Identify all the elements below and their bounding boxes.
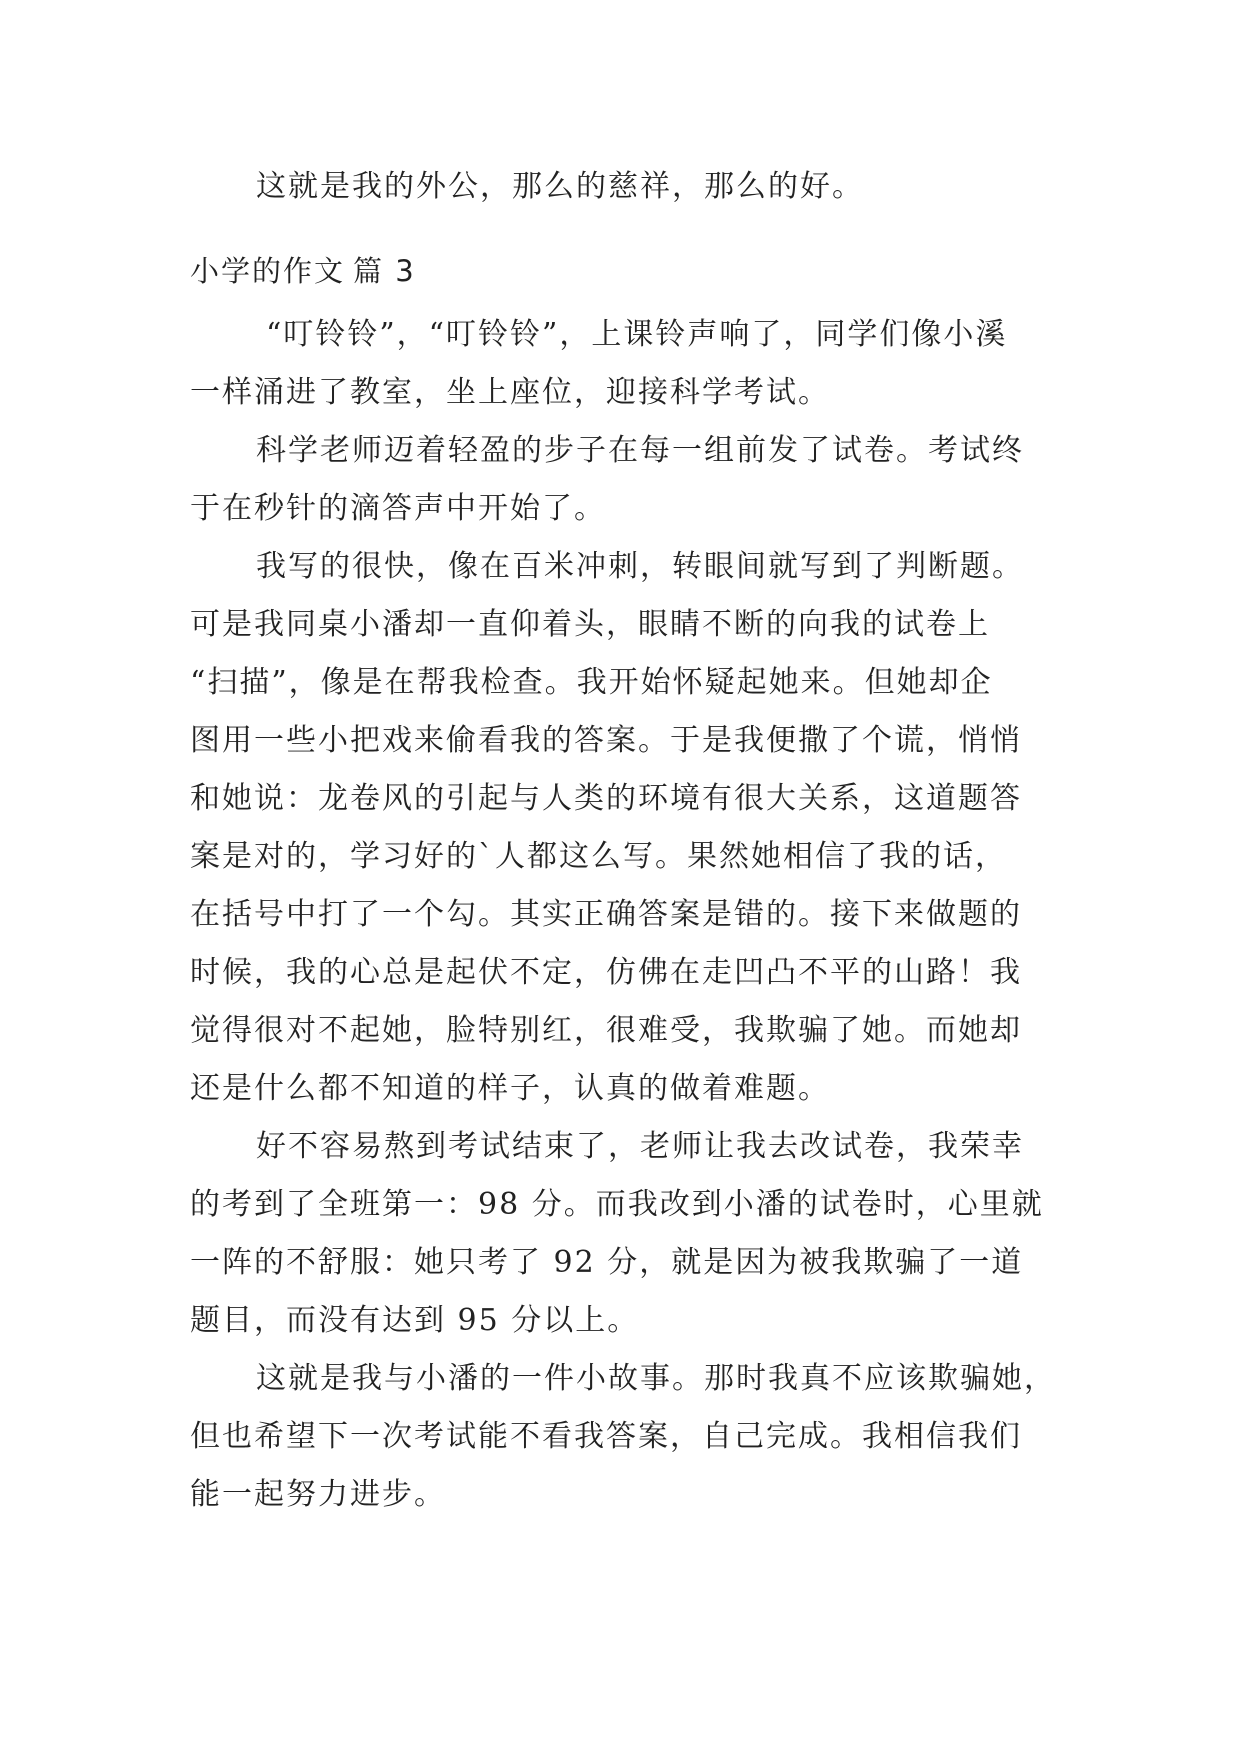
paragraph-line: 和她说：龙卷风的引起与人类的环境有很大关系，这道题答 xyxy=(190,781,1022,816)
paragraph-line: 一样涌进了教室，坐上座位，迎接科学考试。 xyxy=(190,375,830,410)
intro-line: 这就是我的外公，那么的慈祥，那么的好。 xyxy=(256,169,864,204)
paragraph-line: “叮铃铃”，“叮铃铃”，上课铃声响了，同学们像小溪 xyxy=(266,317,1008,352)
section-part-number: 篇 3 xyxy=(353,254,416,288)
paragraph-line: 但也希望下一次考试能不看我答案，自己完成。我相信我们 xyxy=(190,1419,1022,1454)
intro-paragraph xyxy=(190,158,1060,216)
paragraph-line: 题目，而没有达到 95 分以上。 xyxy=(190,1303,640,1338)
paragraph-line: 一阵的不舒服：她只考了 92 分，就是因为被我欺骗了一道 xyxy=(190,1245,1024,1280)
paragraph-line: 在括号中打了一个勾。其实正确答案是错的。接下来做题的 xyxy=(190,897,1022,932)
paragraph-line: 我写的很快，像在百米冲刺，转眼间就写到了判断题。 xyxy=(256,549,1024,584)
essay-body xyxy=(190,306,1060,1524)
paragraph-line: 可是我同桌小潘却一直仰着头，眼睛不断的向我的试卷上 xyxy=(190,607,990,642)
paragraph-line: 时候，我的心总是起伏不定，仿佛在走凹凸不平的山路！我 xyxy=(190,955,1022,990)
paragraph-line: “扫描”，像是在帮我检查。我开始怀疑起她来。但她却企 xyxy=(190,665,993,700)
paragraph-line: 于在秒针的滴答声中开始了。 xyxy=(190,491,606,526)
paragraph-line: 科学老师迈着轻盈的步子在每一组前发了试卷。考试终 xyxy=(256,433,1024,468)
paragraph-line: 觉得很对不起她，脸特别红，很难受，我欺骗了她。而她却 xyxy=(190,1013,1022,1048)
paragraph-line: 好不容易熬到考试结束了，老师让我去改试卷，我荣幸 xyxy=(256,1129,1024,1164)
paragraph-line: 案是对的，学习好的`人都这么写。果然她相信了我的话， xyxy=(190,839,1007,874)
paragraph-line: 这就是我与小潘的一件小故事。那时我真不应该欺骗她， xyxy=(256,1361,1056,1396)
section-title: 小学的作文 xyxy=(190,254,346,288)
paragraph-line: 图用一些小把戏来偷看我的答案。于是我便撒了个谎，悄悄 xyxy=(190,723,1022,758)
section-heading xyxy=(190,246,416,296)
paragraph-line: 能一起努力进步。 xyxy=(190,1477,446,1512)
paragraph-line: 的考到了全班第一：98 分。而我改到小潘的试卷时，心里就 xyxy=(190,1187,1044,1222)
paragraph-line: 还是什么都不知道的样子，认真的做着难题。 xyxy=(190,1071,830,1106)
